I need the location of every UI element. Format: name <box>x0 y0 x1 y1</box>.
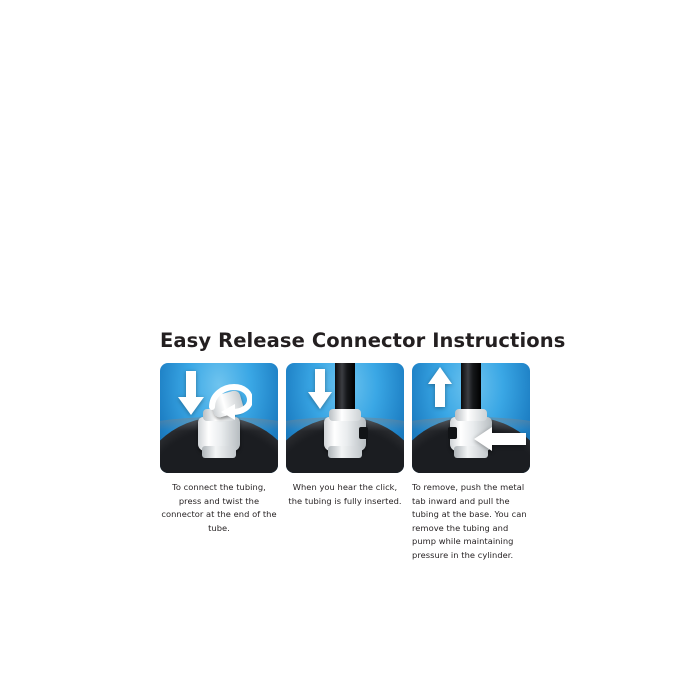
instruction-panels <box>160 363 550 562</box>
panel-caption-click: When you hear the click, the tubing is fully inserted. <box>288 482 402 506</box>
easy-release-connector-instructions <box>160 329 566 562</box>
twist-curved-arrow-icon <box>206 381 252 425</box>
panel-caption-remove: To remove, push the metal tab inward and pull the tubing at the base. You can remove the tubing and pump while maintaining pressure in the cylinder. <box>412 482 527 560</box>
panel-image-click <box>286 363 404 473</box>
instruction-panel-remove <box>412 363 530 562</box>
metal-tab-illustration <box>448 427 457 439</box>
panel-caption-connect: To connect the tubing, press and twist the connector at the end of the tube. <box>161 482 277 533</box>
up-arrow-icon <box>428 367 452 407</box>
panel-image-connect <box>160 363 278 473</box>
instruction-panel-connect <box>160 363 278 562</box>
metal-tab-illustration <box>359 427 368 439</box>
down-arrow-icon <box>308 369 332 409</box>
instruction-panel-click <box>286 363 404 562</box>
page-title: Easy Release Connector Instructions <box>160 329 566 352</box>
panel-image-remove <box>412 363 530 473</box>
left-pointing-arrow-icon <box>474 425 526 453</box>
down-arrow-icon <box>178 371 204 415</box>
